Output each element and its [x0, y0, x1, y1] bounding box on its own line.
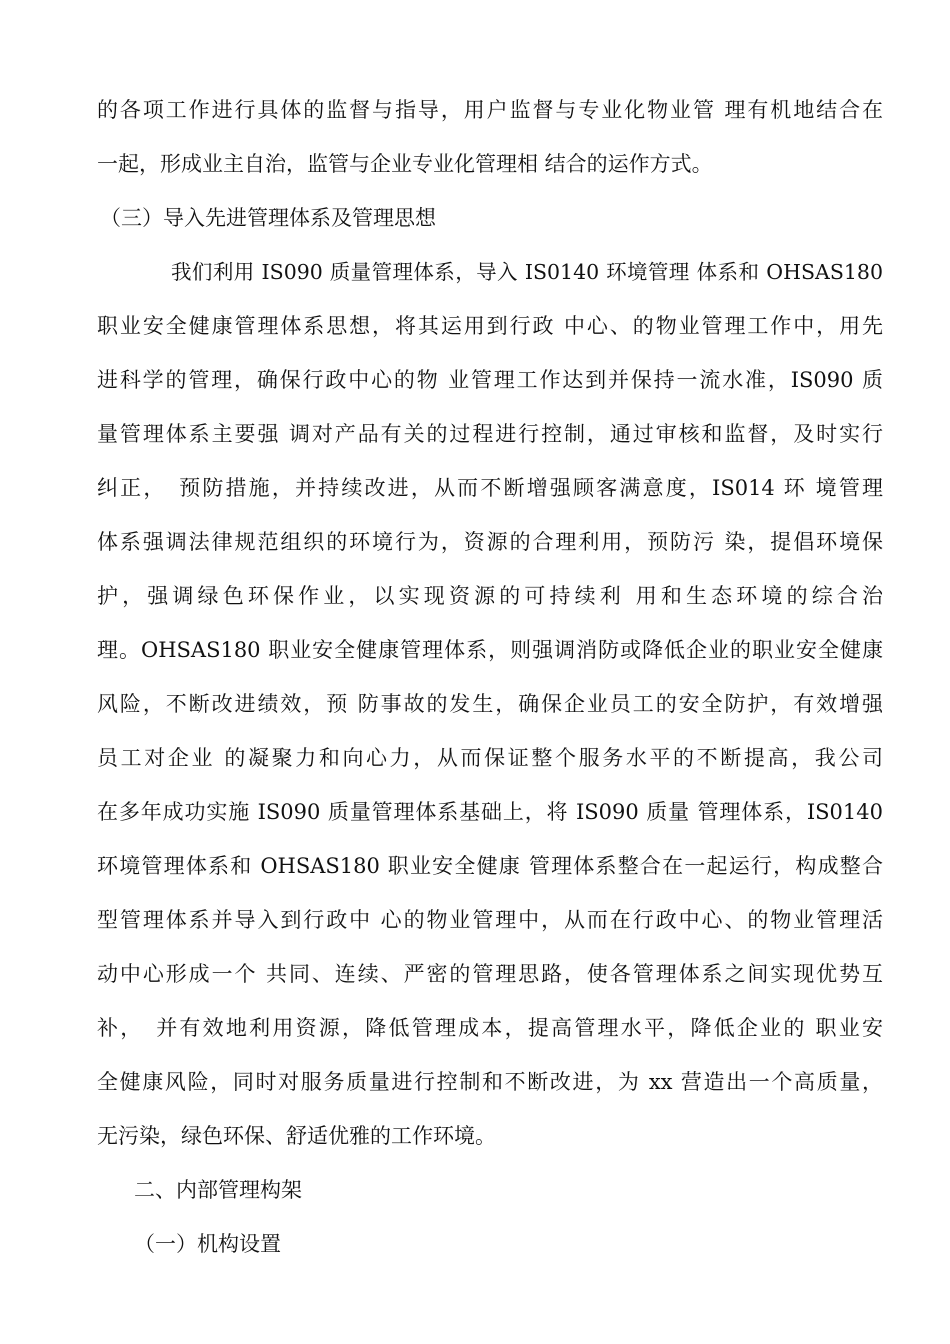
- paragraph-line: 职业安全健康管理体系思想，将其运用到行政 中心、的物业管理工作中，用先: [97, 314, 883, 338]
- paragraph-line: 补， 并有效地利用资源，降低管理成本，提高管理水平，降低企业的 职业安: [97, 1016, 883, 1040]
- paragraph-line: 我们利用 IS090 质量管理体系，导入 IS0140 环境管理 体系和 OHSAS180: [171, 260, 883, 284]
- paragraph-line: 型管理体系并导入到行政中 心的物业管理中，从而在行政中心、的物业管理活: [97, 908, 883, 932]
- paragraph-line: 量管理体系主要强 调对产品有关的过程进行控制，通过审核和监督，及时实行: [97, 422, 883, 446]
- paragraph-line: 纠正， 预防措施，并持续改进，从而不断增强顾客满意度，IS014 环 境管理: [97, 476, 883, 500]
- paragraph-line: 护，强调绿色环保作业，以实现资源的可持续利 用和生态环境的综合治: [97, 584, 883, 608]
- subsection-heading: （一）机构设置: [134, 1232, 281, 1256]
- paragraph-line: 在多年成功实施 IS090 质量管理体系基础上，将 IS090 质量 管理体系，IS0140: [97, 800, 883, 824]
- paragraph-line: 风险，不断改进绩效，预 防事故的发生，确保企业员工的安全防护，有效增强: [97, 692, 883, 716]
- section-heading: （三）导入先进管理体系及管理思想: [100, 206, 436, 230]
- paragraph-line: 的各项工作进行具体的监督与指导，用户监督与专业化物业管 理有机地结合在: [97, 98, 883, 122]
- section-heading: 二、内部管理构架: [134, 1178, 302, 1202]
- paragraph-line: 环境管理体系和 OHSAS180 职业安全健康 管理体系整合在一起运行，构成整合: [97, 854, 883, 878]
- paragraph-line: 进科学的管理，确保行政中心的物 业管理工作达到并保持一流水准，IS090 质: [97, 368, 883, 392]
- paragraph-line: 员工对企业 的凝聚力和向心力，从而保证整个服务水平的不断提高，我公司: [97, 746, 883, 770]
- paragraph-line: 无污染，绿色环保、舒适优雅的工作环境。: [97, 1124, 496, 1148]
- paragraph-line: 理。OHSAS180 职业安全健康管理体系，则强调消防或降低企业的职业安全健康: [97, 638, 883, 662]
- paragraph-line: 体系强调法律规范组织的环境行为，资源的合理利用，预防污 染，提倡环境保: [97, 530, 883, 554]
- paragraph-line: 动中心形成一个 共同、连续、严密的管理思路，使各管理体系之间实现优势互: [97, 962, 883, 986]
- paragraph-line: 一起，形成业主自治，监管与企业专业化管理相 结合的运作方式。: [97, 152, 713, 176]
- paragraph-line: 全健康风险，同时对服务质量进行控制和不断改进，为 xx 营造出一个高质量，: [97, 1070, 883, 1094]
